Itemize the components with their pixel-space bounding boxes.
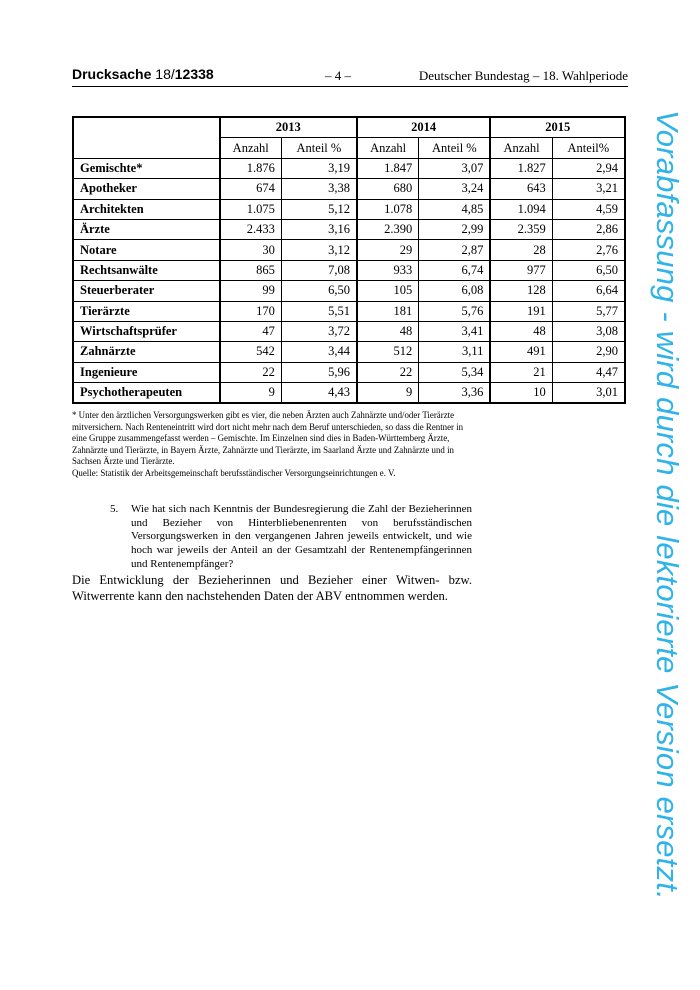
- count-cell: 2.433: [220, 219, 282, 239]
- share-cell: 6,50: [281, 281, 357, 301]
- source-note: Quelle: Statistik der Arbeitsgemeinschaft berufsständischer Versorgungseinrichtungen e. V.: [72, 467, 396, 478]
- share-cell: 3,72: [281, 321, 357, 341]
- share-cell: 3,38: [281, 179, 357, 199]
- share-cell: 2,90: [552, 342, 625, 362]
- table-row: [73, 301, 625, 321]
- count-cell: 9: [220, 383, 282, 404]
- count-cell: 1.075: [220, 199, 282, 219]
- count-cell: 2.359: [490, 219, 552, 239]
- share-cell: 3,12: [281, 240, 357, 260]
- share-cell: 2,94: [552, 158, 625, 178]
- share-cell: 3,44: [281, 342, 357, 362]
- count-cell: 1.876: [220, 158, 282, 178]
- page-number: – 4 –: [325, 68, 351, 83]
- count-cell: 680: [357, 179, 419, 199]
- table-row: [73, 199, 625, 219]
- count-cell: 47: [220, 321, 282, 341]
- share-cell: 3,08: [552, 321, 625, 341]
- row-label: Wirtschaftsprüfer: [73, 321, 220, 341]
- document-number: [72, 66, 214, 82]
- table-row: [73, 281, 625, 301]
- count-cell: 48: [357, 321, 419, 341]
- publisher: Deutscher Bundestag – 18. Wahlperiode: [418, 68, 628, 83]
- share-cell: 2,87: [419, 240, 491, 260]
- footnote-text: * Unter den ärztlichen Versorgungswerken gibt es vier, die neben Ärzten auch Zahnärzte und/oder Tierärzte mitversichern. Nach Renteneintritt wird dort nicht mehr nach dem Beruf unterschieden, so dass die Rentner in eine Gruppe zusammengefasst werden – Gemischte. Im Einzelnen sind dies in Baden-Württemberg Ärzte, Zahnärzte und Tierärzte, in Bayern Ärzte, Zahnärzte und Tierärzte, im Saarland Ärzte und Zahnärzte und in Sachsen Ärzte und Tierärzte.: [72, 410, 464, 467]
- year-header: 2013: [220, 117, 357, 138]
- share-cell: 3,24: [419, 179, 491, 199]
- share-cell: 3,21: [552, 179, 625, 199]
- table-row: [73, 383, 625, 404]
- row-label: Psychotherapeuten: [73, 383, 220, 404]
- count-cell: 643: [490, 179, 552, 199]
- doc-label: Drucksache: [72, 66, 152, 82]
- year-header: 2014: [357, 117, 490, 138]
- row-label: Notare: [73, 240, 220, 260]
- draft-watermark: [647, 110, 687, 900]
- watermark-text: Vorabfassung - wird durch die lektorierte Version ersetzt.: [650, 110, 685, 900]
- table-row: [73, 158, 625, 178]
- statistics-table: [72, 116, 626, 404]
- doc-prefix: 18/: [155, 66, 175, 82]
- count-cell: 22: [357, 362, 419, 382]
- count-cell: 512: [357, 342, 419, 362]
- count-cell: 865: [220, 260, 282, 280]
- table-row: [73, 240, 625, 260]
- share-cell: 2,76: [552, 240, 625, 260]
- table-row: [73, 321, 625, 341]
- share-cell: 3,07: [419, 158, 491, 178]
- row-label: Zahnärzte: [73, 342, 220, 362]
- count-cell: 21: [490, 362, 552, 382]
- table-row: [73, 362, 625, 382]
- count-cell: 99: [220, 281, 282, 301]
- share-cell: 5,12: [281, 199, 357, 219]
- share-cell: 3,41: [419, 321, 491, 341]
- share-cell: 3,11: [419, 342, 491, 362]
- doc-number: 12338: [174, 66, 214, 82]
- share-cell: 4,47: [552, 362, 625, 382]
- row-label: Ingenieure: [73, 362, 220, 382]
- count-cell: 29: [357, 240, 419, 260]
- share-cell: 6,08: [419, 281, 491, 301]
- count-cell: 491: [490, 342, 552, 362]
- share-cell: 4,43: [281, 383, 357, 404]
- count-cell: 105: [357, 281, 419, 301]
- count-cell: 128: [490, 281, 552, 301]
- table-row: [73, 179, 625, 199]
- question-number: 5.: [110, 503, 119, 515]
- row-label: Apotheker: [73, 179, 220, 199]
- subheader-cell: Anzahl: [220, 138, 282, 158]
- count-cell: 10: [490, 383, 552, 404]
- share-cell: 5,96: [281, 362, 357, 382]
- year-header: 2015: [490, 117, 625, 138]
- count-cell: 170: [220, 301, 282, 321]
- year-header-row: [73, 117, 625, 138]
- row-label: Rechtsanwälte: [73, 260, 220, 280]
- subheader-cell: Anteil %: [281, 138, 357, 158]
- count-cell: 30: [220, 240, 282, 260]
- row-label: Ärzte: [73, 219, 220, 239]
- count-cell: 181: [357, 301, 419, 321]
- share-cell: 6,50: [552, 260, 625, 280]
- count-cell: 22: [220, 362, 282, 382]
- answer-text: Die Entwicklung der Bezieherinnen und Bezieher einer Witwen- bzw. Witwerrente kann den nachstehenden Daten der ABV entnommen werden.: [72, 573, 472, 603]
- count-cell: 542: [220, 342, 282, 362]
- row-label: Gemischte*: [73, 158, 220, 178]
- share-cell: 3,01: [552, 383, 625, 404]
- count-cell: 48: [490, 321, 552, 341]
- share-cell: 7,08: [281, 260, 357, 280]
- count-cell: 28: [490, 240, 552, 260]
- subheader-cell: Anteil%: [552, 138, 625, 158]
- table-row: [73, 260, 625, 280]
- share-cell: 3,19: [281, 158, 357, 178]
- row-label: Steuerberater: [73, 281, 220, 301]
- table-row: [73, 342, 625, 362]
- share-cell: 4,85: [419, 199, 491, 219]
- share-cell: 5,34: [419, 362, 491, 382]
- count-cell: 1.094: [490, 199, 552, 219]
- count-cell: 674: [220, 179, 282, 199]
- count-cell: 2.390: [357, 219, 419, 239]
- row-label: Architekten: [73, 199, 220, 219]
- share-cell: 4,59: [552, 199, 625, 219]
- row-label: Tierärzte: [73, 301, 220, 321]
- count-cell: 9: [357, 383, 419, 404]
- count-cell: 977: [490, 260, 552, 280]
- corner-cell: [73, 117, 220, 158]
- share-cell: 5,76: [419, 301, 491, 321]
- share-cell: 3,36: [419, 383, 491, 404]
- table-body: [73, 158, 625, 403]
- table-row: [73, 219, 625, 239]
- count-cell: 1.078: [357, 199, 419, 219]
- subheader-cell: Anteil %: [419, 138, 491, 158]
- share-cell: 3,16: [281, 219, 357, 239]
- page-header: [72, 66, 628, 87]
- share-cell: 5,77: [552, 301, 625, 321]
- subheader-cell: Anzahl: [357, 138, 419, 158]
- count-cell: 1.847: [357, 158, 419, 178]
- share-cell: 6,64: [552, 281, 625, 301]
- table-footnote: [72, 410, 472, 480]
- count-cell: 933: [357, 260, 419, 280]
- count-cell: 1.827: [490, 158, 552, 178]
- share-cell: 6,74: [419, 260, 491, 280]
- subheader-cell: Anzahl: [490, 138, 552, 158]
- question-text: Wie hat sich nach Kenntnis der Bundesregierung die Zahl der Bezieherinnen und Bezieher von Hinterbliebenenrenten von berufsständischen Versorgungswerken in den vergangenen Jahren jeweils entwickelt, und wie hoch war jeweils der Anteil an der Gesamtzahl der Rentenempfängerinnen und Rentenempfänger?: [131, 503, 472, 570]
- count-cell: 191: [490, 301, 552, 321]
- share-cell: 2,86: [552, 219, 625, 239]
- share-cell: 5,51: [281, 301, 357, 321]
- share-cell: 2,99: [419, 219, 491, 239]
